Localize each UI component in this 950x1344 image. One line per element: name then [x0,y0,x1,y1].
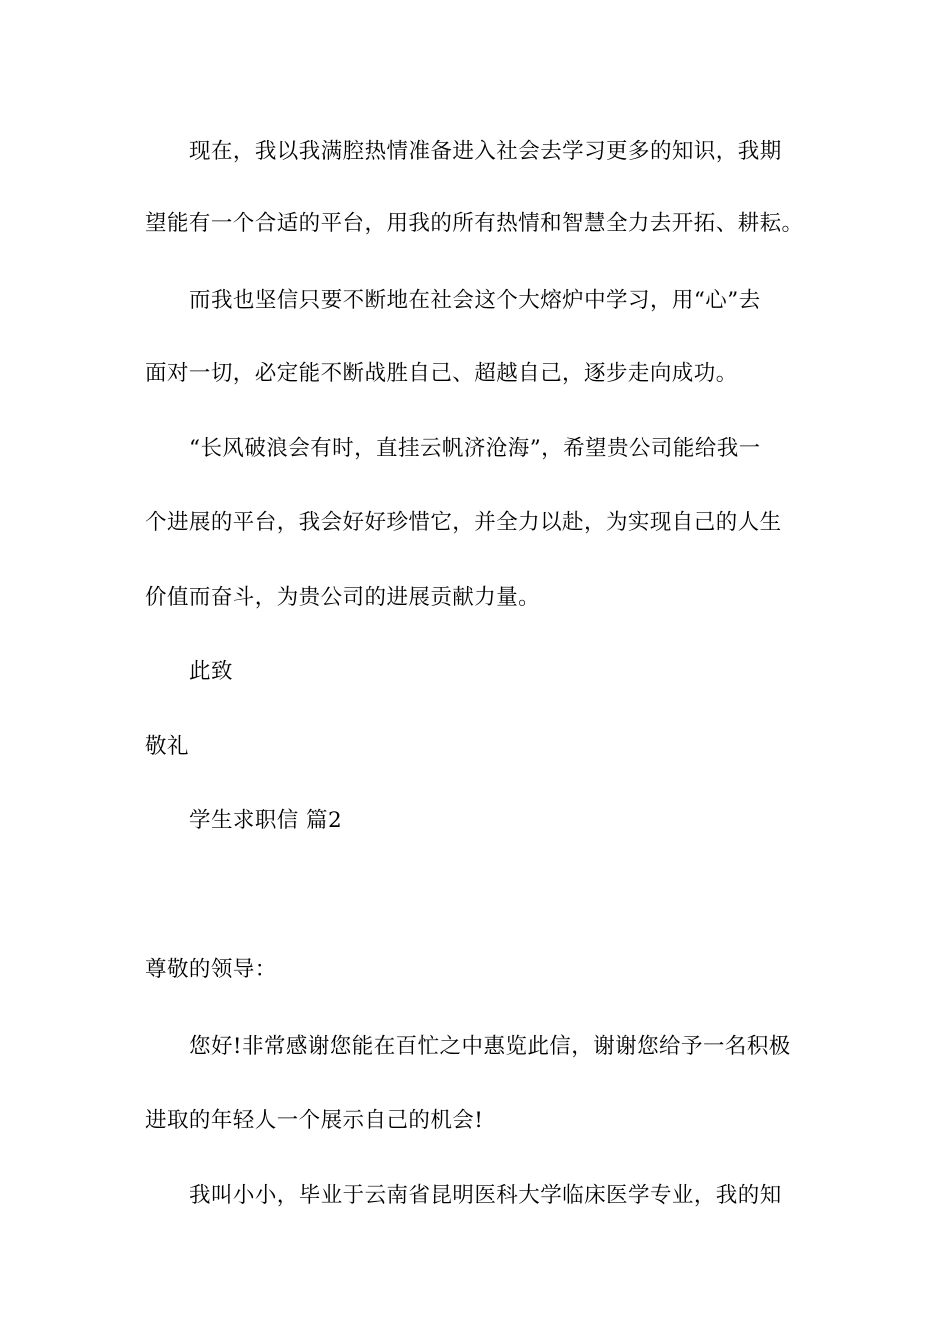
letter-greeting: 尊敬的领导： [145,957,277,982]
paragraph-2-line-2: 面对一切，必定能不断战胜自己、超越自己，逐步走向成功。 [145,361,738,386]
paragraph-2-line-1: 而我也坚信只要不断地在社会这个大熔炉中学习，用“心”去 [189,288,761,313]
closing-regards: 敬礼 [145,734,189,759]
paragraph-3-line-2: 个进展的平台，我会好好珍惜它，并全力以赴，为实现自己的人生 [145,510,782,535]
paragraph-3-line-1: “长风破浪会有时，直挂云帆济沧海”，希望贵公司能给我一 [189,436,761,461]
section-heading: 学生求职信 篇2 [189,808,343,833]
paragraph-1-line-1: 现在，我以我满腔热情准备进入社会去学习更多的知识，我期 [189,139,782,164]
paragraph-1-line-2: 望能有一个合适的平台，用我的所有热情和智慧全力去开拓、耕耘。 [145,211,804,236]
paragraph-5-line-1: 我叫小小，毕业于云南省昆明医科大学临床医学专业，我的知 [189,1183,782,1208]
closing-salutation: 此致 [189,659,233,684]
paragraph-3-line-3: 价值而奋斗，为贵公司的进展贡献力量。 [145,585,541,610]
paragraph-4-line-1: 您好!非常感谢您能在百忙之中惠览此信，谢谢您给予一名积极 [189,1034,791,1059]
paragraph-4-line-2: 进取的年轻人一个展示自己的机会! [145,1108,484,1133]
